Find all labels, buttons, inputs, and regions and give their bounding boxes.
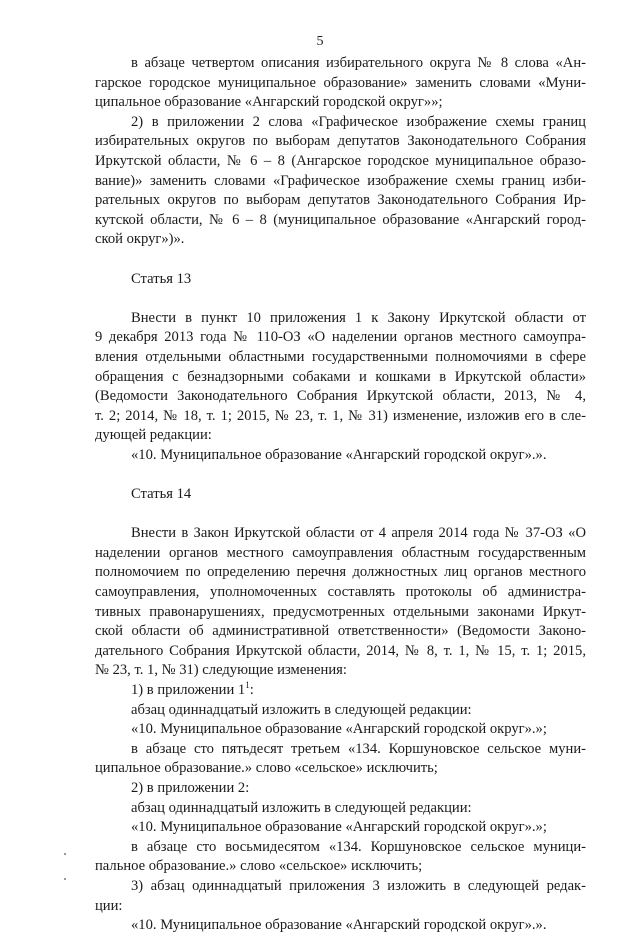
text-line	[95, 191, 586, 211]
superscript: 1	[245, 680, 250, 690]
line-text: тивных правонарушениях, предусмотренных отдельными законами Иркут-	[95, 603, 586, 620]
line-text: ской области об административной ответственности» (Ведомости Законо-	[95, 623, 586, 640]
line-text: самоуправления, уполномоченных составлять протоколы об администра-	[95, 584, 586, 601]
line-text: 3) абзац одиннадцатый приложения 3 изложить в следующей редак-	[131, 877, 586, 894]
line-text: рательных округов по выборам депутатов Законодательного Собрания Ир-	[95, 192, 586, 209]
line-text: 2) в приложении 2:	[131, 779, 250, 796]
line-text: в абзаце сто пятьдесят третьем «134. Коршуновское сельское муни-	[131, 740, 586, 757]
line-text: № 23, т. 1, № 31) следующие изменения:	[95, 662, 347, 679]
text-line	[95, 701, 586, 721]
text-line	[95, 681, 586, 701]
article-heading	[95, 485, 586, 505]
line-text: в абзаце четвертом описания избирательного округа № 8 слова «Ан-	[131, 55, 586, 71]
line-text: пальное образование.» слово «сельское» исключить;	[95, 858, 423, 875]
text-line	[95, 603, 586, 623]
line-text: наделении органов местного самоуправления областным государственным	[95, 544, 586, 561]
text-line	[95, 642, 586, 662]
text-line	[95, 407, 586, 427]
line-text: 1) в приложении 1	[131, 682, 246, 698]
line-text: (Ведомости Законодательного Собрания Иркутской области, 2013, № 4,	[95, 388, 586, 405]
line-text: избирательных округов по выборам депутатов Законодательного Собрания	[95, 133, 586, 150]
line-text: 9 декабря 2013 года № 110-ОЗ «О наделении органов местного самоупра-	[95, 329, 586, 346]
text-line	[95, 74, 586, 94]
page-number: 5	[316, 34, 324, 49]
line-suffix: :	[249, 682, 254, 698]
text-line	[95, 387, 586, 407]
text-line	[95, 132, 586, 152]
text-line	[95, 113, 586, 133]
text-line	[95, 877, 586, 897]
text-line	[95, 524, 586, 544]
line-text: полномочием по определению перечня должностных лиц органов местного	[95, 564, 586, 581]
line-text: Статья 14	[131, 486, 192, 503]
text-line	[95, 348, 586, 368]
document-body	[95, 54, 586, 936]
line-text: вание)» заменить словами «Графическое изображение схемы границ изби-	[95, 172, 586, 189]
paragraph-gap	[95, 289, 586, 309]
text-line	[95, 818, 586, 838]
line-text: т. 2; 2014, № 18, т. 1; 2015, № 23, т. 1, № 31) изменение, изложив его в сле-	[95, 407, 586, 424]
text-line	[95, 446, 586, 466]
text-line	[95, 172, 586, 192]
article-heading	[95, 270, 586, 290]
text-line	[95, 309, 586, 329]
text-line	[95, 426, 586, 446]
text-line	[95, 583, 586, 603]
line-text: в абзаце сто восьмидесятом «134. Коршуновское сельское муници-	[131, 838, 586, 855]
line-text: Иркутской области, № 6 – 8 (Ангарское городское муниципальное образо-	[95, 152, 586, 169]
text-line	[95, 93, 586, 113]
text-line	[95, 368, 586, 388]
line-text: ципальное образование.» слово «сельское» исключить;	[95, 760, 438, 777]
text-line	[95, 916, 586, 936]
scan-speck	[64, 878, 66, 880]
line-text: ципальное образование «Ангарский городской округ»»;	[95, 94, 443, 111]
text-line	[95, 152, 586, 172]
text-line	[95, 838, 586, 858]
paragraph-gap	[95, 465, 586, 485]
line-text: кутской области, № 6 – 8 (муниципальное образование «Ангарский город-	[95, 211, 586, 228]
line-text: обращения с безнадзорными собаками и кошками в Иркутской области»	[95, 368, 586, 385]
text-line	[95, 720, 586, 740]
text-line	[95, 857, 586, 877]
text-line	[95, 759, 586, 779]
text-line	[95, 563, 586, 583]
text-line	[95, 230, 586, 250]
line-text: гарское городское муниципальное образование» заменить словами «Муни-	[95, 74, 586, 91]
line-text: Внести в Закон Иркутской области от 4 апреля 2014 года № 37-ОЗ «О	[131, 525, 586, 542]
text-line	[95, 54, 586, 74]
line-text: «10. Муниципальное образование «Ангарский городской округ».»;	[131, 721, 547, 738]
line-text: дующей редакции:	[95, 427, 212, 444]
line-text: абзац одиннадцатый изложить в следующей редакции:	[131, 799, 472, 816]
text-line	[95, 622, 586, 642]
text-line	[95, 897, 586, 917]
line-text: «10. Муниципальное образование «Ангарский городской округ».».	[131, 917, 547, 934]
line-text: абзац одиннадцатый изложить в следующей редакции:	[131, 701, 472, 718]
paragraph-gap	[95, 505, 586, 525]
line-text: Внести в пункт 10 приложения 1 к Закону Иркутской области от	[131, 309, 586, 326]
line-text: вления отдельными областными государственными полномочиями в сфере	[95, 348, 586, 365]
text-line	[95, 799, 586, 819]
line-text: ской округ»)».	[95, 231, 185, 248]
scan-speck	[64, 853, 66, 855]
text-line	[95, 661, 586, 681]
text-line	[95, 544, 586, 564]
line-text: ции:	[95, 897, 123, 914]
paragraph-gap	[95, 250, 586, 270]
line-text: «10. Муниципальное образование «Ангарский городской округ».»;	[131, 819, 547, 836]
text-line	[95, 328, 586, 348]
text-line	[95, 779, 586, 799]
line-text: дательного Собрания Иркутской области, 2014, № 8, т. 1, № 15, т. 1; 2015,	[95, 642, 586, 659]
text-line	[95, 211, 586, 231]
line-text: 2) в приложении 2 слова «Графическое изображение схемы границ	[131, 113, 586, 130]
line-text: Статья 13	[131, 270, 192, 287]
text-line	[95, 740, 586, 760]
line-text: «10. Муниципальное образование «Ангарский городской округ».».	[131, 446, 547, 463]
